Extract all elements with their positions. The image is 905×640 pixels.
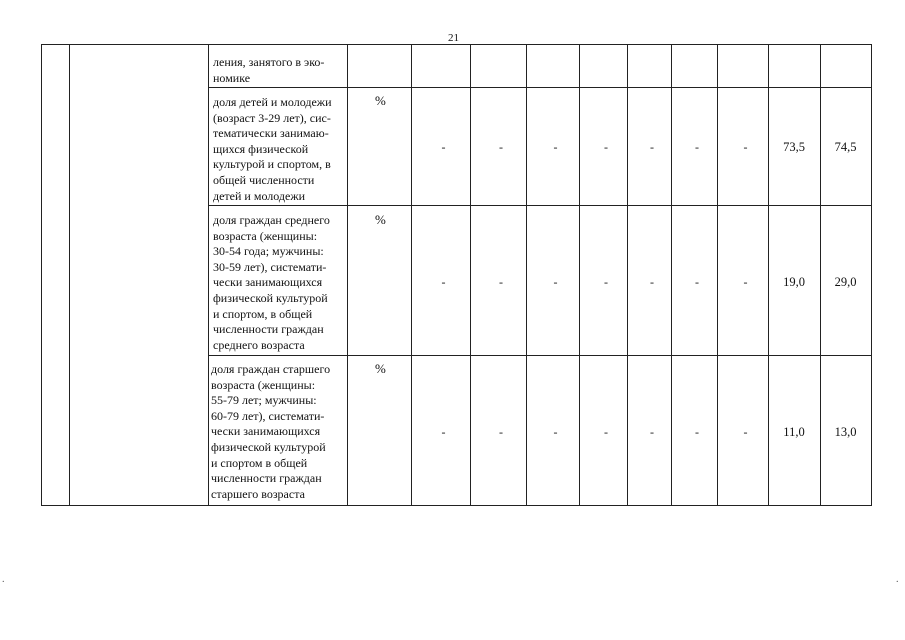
unit-cell: % — [375, 361, 386, 376]
empty-value-cell: - — [604, 140, 608, 154]
grid-line — [41, 505, 872, 506]
empty-value-cell: - — [695, 425, 699, 439]
empty-value-cell: - — [743, 425, 748, 439]
value-cell: 11,0 — [783, 425, 805, 439]
value-cell: 29,0 — [834, 275, 857, 289]
grid-line — [347, 44, 348, 506]
indicator-cell: доля детей и молодежи (возраст 3-29 лет), сис- тематически занимаю- щихся физической культурой и спортом, в общей численности детей и молодежи — [213, 95, 332, 203]
scan-mark-right: . — [896, 574, 899, 585]
unit-cell: % — [375, 212, 386, 227]
grid-line — [579, 44, 580, 506]
grid-line — [871, 44, 872, 506]
grid-line — [208, 87, 872, 88]
indicator-cell: ления, занятого в эко- номике — [213, 55, 325, 85]
grid-line — [411, 44, 412, 506]
empty-value-cell: - — [553, 275, 558, 289]
empty-value-cell: - — [604, 425, 608, 439]
empty-value-cell: - — [441, 140, 446, 154]
empty-value-cell: - — [695, 140, 699, 154]
value-cell: 13,0 — [834, 425, 857, 439]
indicator-cell: доля граждан старшего возраста (женщины: 55-79 лет; мужчины: 60-79 лет), системати- чески занимающихся физической культурой и спортом в общей численности граждан старшего возраста — [211, 362, 331, 501]
empty-value-cell: - — [650, 140, 654, 154]
empty-value-cell: - — [499, 425, 503, 439]
empty-value-cell: - — [743, 275, 748, 289]
grid-line — [526, 44, 527, 506]
grid-line — [627, 44, 628, 506]
page-number: 21 — [448, 32, 459, 44]
value-cell: 73,5 — [783, 140, 805, 154]
empty-value-cell: - — [604, 275, 608, 289]
empty-value-cell: - — [650, 425, 654, 439]
grid-line — [69, 44, 70, 506]
indicators-table — [41, 44, 872, 506]
grid-line — [671, 44, 672, 506]
scan-mark-left: . — [2, 574, 5, 585]
empty-value-cell: - — [441, 425, 446, 439]
value-cell: 74,5 — [834, 140, 857, 154]
grid-line — [208, 205, 872, 206]
value-cell: 19,0 — [783, 275, 805, 289]
indicator-cell: доля граждан среднего возраста (женщины: 30-54 года; мужчины: 30-59 лет), системати- чески занимающихся физической культурой и спортом, в общей численности граждан среднего возраста — [213, 213, 330, 352]
grid-line — [470, 44, 471, 506]
empty-value-cell: - — [441, 275, 446, 289]
empty-value-cell: - — [743, 140, 748, 154]
empty-value-cell: - — [553, 140, 558, 154]
grid-line — [208, 44, 209, 506]
unit-cell: % — [375, 93, 386, 108]
empty-value-cell: - — [499, 275, 503, 289]
empty-value-cell: - — [695, 275, 699, 289]
grid-line — [717, 44, 718, 506]
empty-value-cell: - — [650, 275, 654, 289]
grid-line — [208, 355, 872, 356]
grid-line — [41, 44, 42, 506]
empty-value-cell: - — [499, 140, 503, 154]
grid-line — [41, 44, 872, 45]
empty-value-cell: - — [553, 425, 558, 439]
